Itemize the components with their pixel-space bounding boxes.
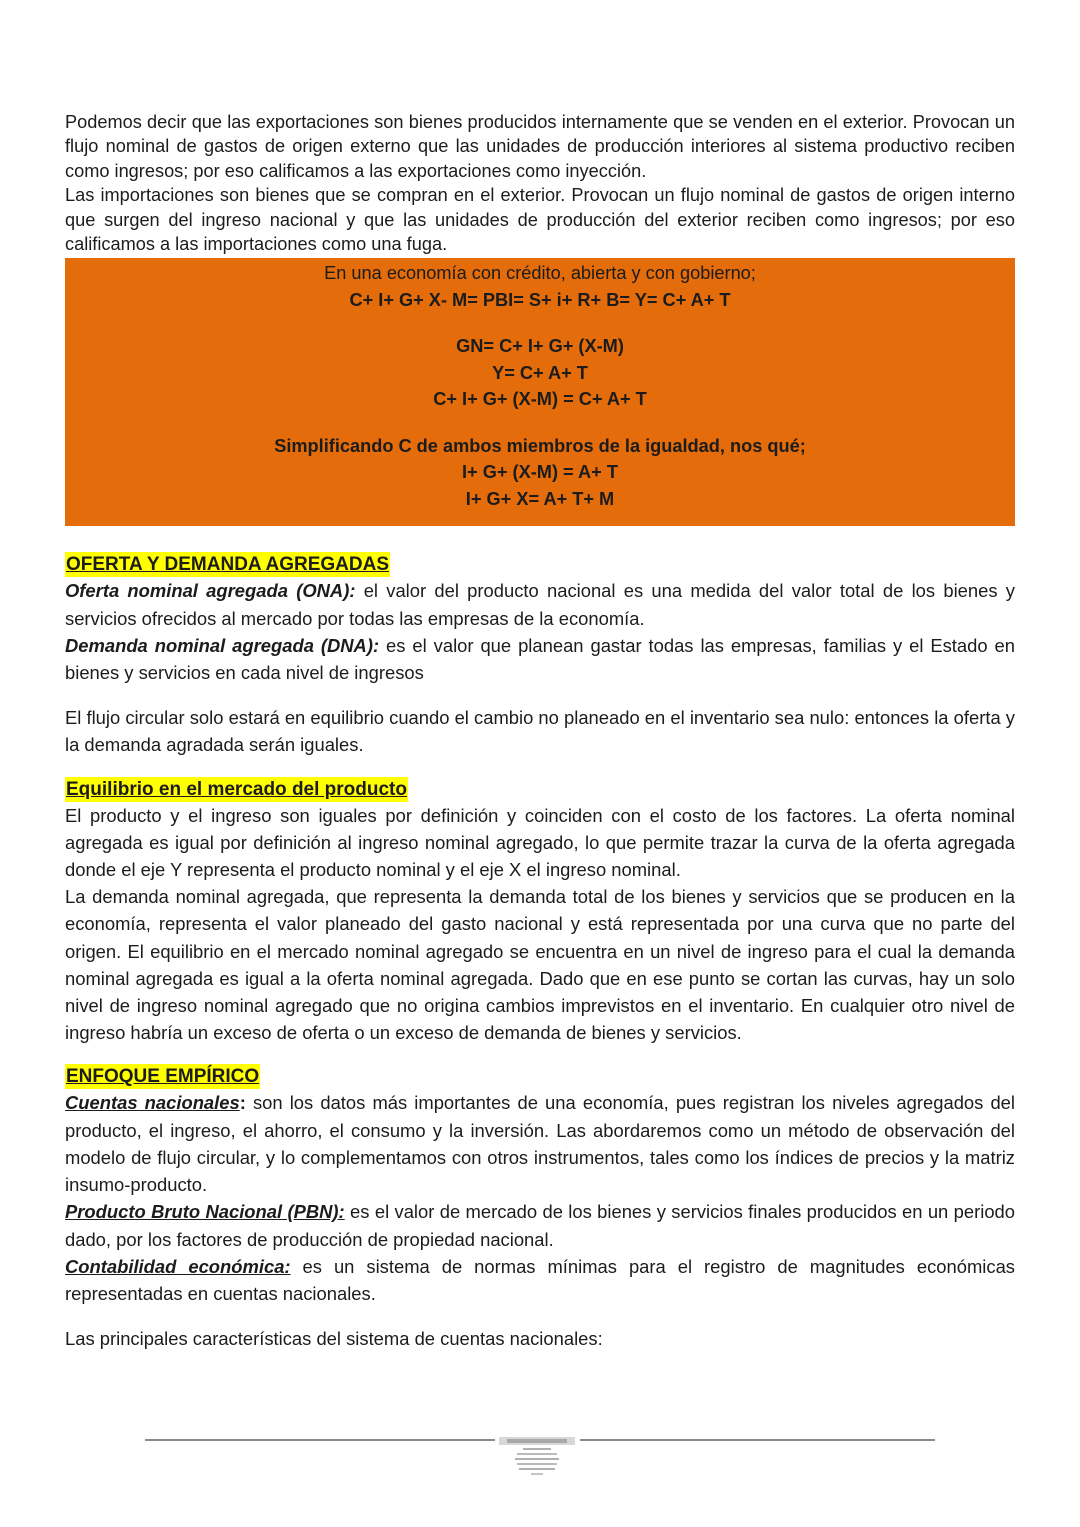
box-intro-line: En una economía con crédito, abierta y con gobierno; xyxy=(324,263,756,284)
cuentas-nacionales-definition xyxy=(65,1089,1015,1198)
exports-paragraph: Podemos decir que las exportaciones son bienes producidos internamente que se venden en el exterior. Provocan un flujo nominal de gastos de origen externo que las unidades de producción interiores al sistema productivo reciben como ingresos; por eso calificamos a las exportaciones como inyección. xyxy=(65,112,1015,181)
equations-box xyxy=(65,258,1015,526)
contabilidad-text: es un sistema de normas mínimas para el registro de magnitudes económicas representadas en cuentas nacionales. xyxy=(65,1255,1015,1304)
dna-text: es el valor que planean gastar todas las empresas, familias y el Estado en bienes y servicios en cada nivel de ingresos xyxy=(65,634,1015,684)
intro-section xyxy=(65,110,1015,256)
ona-text: el valor del producto nacional es una medida del valor total de los bienes y servicios ofrecidos al mercado por todas las empresas de la economía. xyxy=(65,580,1015,629)
equilibrio-section xyxy=(65,777,1015,1047)
gn-equation: GN= C+ I+ G+ (X-M) xyxy=(456,336,624,357)
cuentas-nacionales-colon: : xyxy=(239,1092,246,1114)
dna-definition xyxy=(65,632,1015,686)
footer-rule-left xyxy=(145,1439,495,1441)
contabilidad-term: Contabilidad económica: xyxy=(65,1255,291,1277)
footer-rule-right xyxy=(580,1439,935,1441)
oferta-demanda-heading: OFERTA Y DEMANDA AGREGADAS xyxy=(66,554,390,576)
contabilidad-definition xyxy=(65,1253,1015,1307)
pbn-text: es el valor de mercado de los bienes y servicios finales producidos en un periodo dado, por los factores de producción de propiedad nacional. xyxy=(65,1201,1016,1250)
equality-equation: C+ I+ G+ (X-M) = C+ A+ T xyxy=(433,389,647,410)
identity-equation: C+ I+ G+ X- M= PBI= S+ i+ R+ B= Y= C+ A+ T xyxy=(349,289,731,310)
enfoque-heading: ENFOQUE EMPÍRICO xyxy=(66,1066,260,1088)
ona-term: Oferta nominal agregada (ONA): xyxy=(65,580,356,602)
ona-definition xyxy=(65,577,1015,631)
footer-logo-icon xyxy=(497,1436,577,1478)
flujo-circular-paragraph: El flujo circular solo estará en equilibrio cuando el cambio no planeado en el inventario sea nulo: entonces la oferta y la demanda agradada serán iguales. xyxy=(65,707,1015,756)
simplify-line: Simplificando C de ambos miembros de la igualdad, nos qué; xyxy=(274,435,806,456)
imports-paragraph: Las importaciones son bienes que se compran en el exterior. Provocan un flujo nominal de gastos de origen interno que surgen del ingreso nacional y que las unidades de producción del exterior reciben como ingresos; por eso calificamos a las importaciones como una fuga. xyxy=(65,185,1015,255)
simplified-equation: I+ G+ (X-M) = A+ T xyxy=(462,462,618,483)
equilibrio-paragraph-2: La demanda nominal agregada, que representa la demanda total de los bienes y servicios que se producen en la economía, representa el valor planeado del gasto nacional y está representada por una curva que no parte del origen. El equilibrio en el mercado nominal agregado se encuentra en un nivel de ingreso para el cual la demanda nominal agregada es igual a la oferta nominal agregada. Dado que en ese punto se cortan las curvas, hay un solo nivel de ingreso nominal agregado que no origina cambios imprevistos en el inventario. En cualquier otro nivel de ingreso habría un exceso de oferta o un exceso de demanda de bienes y servicios. xyxy=(65,886,1015,1044)
page-footer xyxy=(145,1436,935,1486)
equilibrio-paragraph-1: El producto y el ingreso son iguales por definición y coinciden con el costo de los factores. La oferta nominal agregada es igual por definición al ingreso nominal agregado, lo que permite trazar la curva de la oferta agregada donde el eje Y representa el producto nominal y el eje X el ingreso nominal. xyxy=(65,804,1015,881)
caracteristicas-paragraph: Las principales características del sistema de cuentas nacionales: xyxy=(65,1328,603,1350)
y-equation: Y= C+ A+ T xyxy=(492,362,588,383)
cuentas-nacionales-term: Cuentas nacionales xyxy=(65,1092,240,1114)
pbn-definition xyxy=(65,1198,1015,1252)
cuentas-nacionales-text: son los datos más importantes de una economía, pues registran los niveles agregados del producto, el ingreso, el ahorro, el consumo y la inversión. Las abordaremos como un método de observación del modelo de flujo circular, y lo complementamos con otros instrumentos, tales como los índices de precios y la matriz insumo-producto. xyxy=(65,1092,1015,1196)
pbn-term: Producto Bruto Nacional (PBN): xyxy=(65,1201,345,1223)
enfoque-section xyxy=(65,1064,1015,1352)
oferta-demanda-section xyxy=(65,552,1015,758)
final-equation: I+ G+ X= A+ T+ M xyxy=(465,488,615,509)
dna-term: Demanda nominal agregada (DNA): xyxy=(65,634,380,656)
equilibrio-heading: Equilibrio en el mercado del producto xyxy=(66,778,407,800)
document-page xyxy=(65,110,1015,1352)
